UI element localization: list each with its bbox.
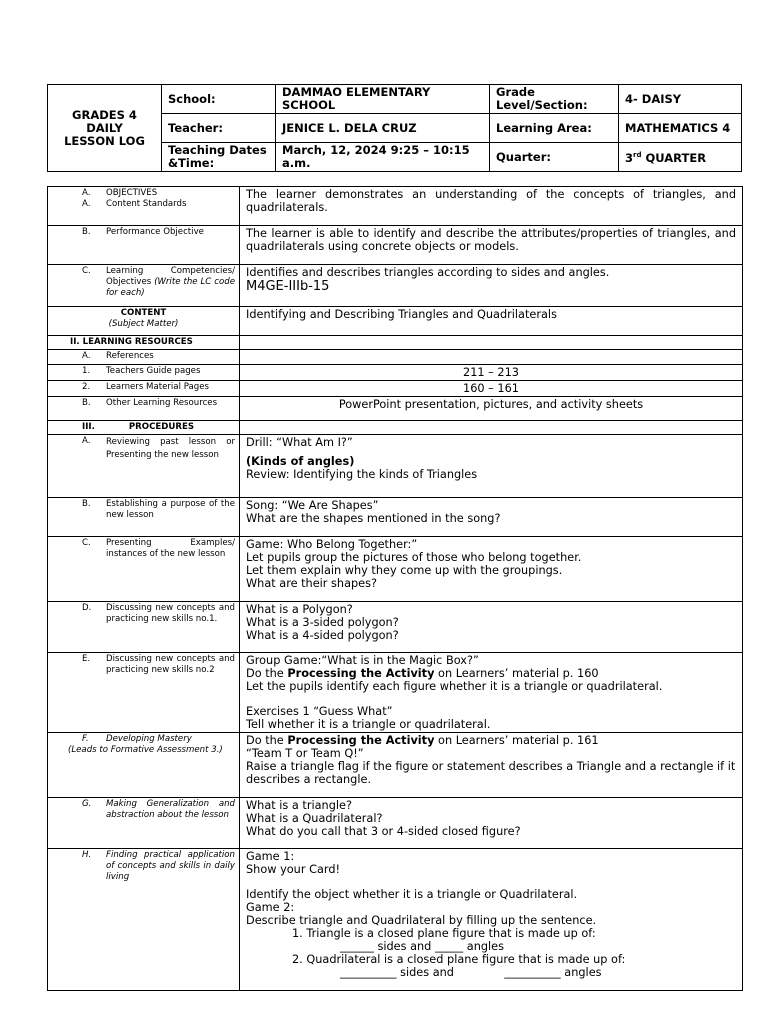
teacher-value: JENICE L. DELA CRUZ [276,114,490,143]
lc-code: M4GE-IIIb-15 [246,279,330,294]
row-objectives: A. OBJECTIVES A. Content Standards The learner demonstrates an understanding of the concepts of triangles, and quadrilaterals. [48,187,743,226]
row-proc-f: F. Developing Mastery (Leads to Formative Assessment 3.) Do the Processing the Activity on Learners’ material p. 161 “Team T or Team Q!” Raise a triangle flag if the figure or statement describes a Triangle and a rectangle if it describes a rectangle. [48,733,743,798]
objectives-text: The learner demonstrates an understanding of the concepts of triangles, and quadrilaterals. [240,187,743,226]
performance-text: The learner is able to identify and describe the attributes/properties of triangles, and quadrilaterals using concrete objects or models. [240,226,743,265]
row-performance: B. Performance Objective The learner is able to identify and describe the attributes/properties of triangles, and quadrilaterals using concrete objects or models. [48,226,743,265]
row-references: A. References [48,350,743,365]
row-content: CONTENT (Subject Matter) Identifying and Describing Triangles and Quadrilaterals [48,307,743,336]
row-proc-c: C. Presenting Examples/ instances of the new lesson Game: Who Belong Together:” Let pupils group the pictures of those who belong together. Let them explain why they come up with the groupings. What are their shapes? [48,537,743,602]
tg-pages: 211 – 213 [240,365,743,381]
row-other: B. Other Learning Resources PowerPoint presentation, pictures, and activity sheets [48,397,743,421]
competency-text: Identifies and describes triangles according to sides and angles. [246,266,610,279]
grade-label: Grade Level/Section: [490,85,619,114]
school-value: DAMMAO ELEMENTARY SCHOOL [276,85,490,114]
row-proc-g: G. Making Generalization and abstraction about the lesson What is a triangle? What is a Quadrilateral? What do you call that 3 or 4-sided closed figure? [48,798,743,849]
content-text: Identifying and Describing Triangles and Quadrilaterals [240,307,743,336]
lm-pages: 160 – 161 [240,381,743,397]
lesson-log-table [47,186,743,991]
row-tg: 1. Teachers Guide pages 211 – 213 [48,365,743,381]
row-proc-d: D. Discussing new concepts and practicing new skills no.1. What is a Polygon? What is a 3-sided polygon? What is a 4-sided polygon? [48,602,743,653]
row-lm: 2. Learners Material Pages 160 – 161 [48,381,743,397]
quarter-label: Quarter: [490,143,619,172]
row-proc-b: B. Establishing a purpose of the new lesson Song: “We Are Shapes” What are the shapes mentioned in the song? [48,498,743,537]
row-resources: II. LEARNING RESOURCES [48,336,743,350]
log-title: GRADES 4 DAILY LESSON LOG [48,85,162,172]
grade-value: 4- DAISY [619,85,742,114]
row-competencies: C. Learning Competencies/ Objectives (Write the LC code for each) Identifies and describes triangles according to sides and angles. M4GE-IIIb-15 [48,265,743,307]
area-label: Learning Area: [490,114,619,143]
school-label: School: [162,85,276,114]
other-resources: PowerPoint presentation, pictures, and activity sheets [240,397,743,421]
teacher-label: Teacher: [162,114,276,143]
header-table [47,84,742,172]
area-value: MATHEMATICS 4 [619,114,742,143]
quarter-value: 3rd QUARTER [619,143,742,172]
row-proc-h: H. Finding practical application of concepts and skills in daily living Game 1: Show your Card! Identify the object whether it is a triangle or Quadrilateral. Game 2: Describe triangle and Quadrilateral by filling up the sentence. 1. Triangle is a closed plane figure that is made up of: ______ sides and _____ angles 2. Quadrilateral is a closed plane figure that is made up of: __________ sides and __________ angles [48,849,743,991]
row-proc-e: E. Discussing new concepts and practicing new skills no.2 Group Game:“What is in the Magic Box?” Do the Processing the Activity on Learners’ material p. 160 Let the pupils identify each figure whether it is a triangle or quadrilateral. Exercises 1 “Guess What” Tell whether it is a triangle or quadrilateral. [48,653,743,733]
dates-label: Teaching Dates &Time: [162,143,276,172]
dates-value: March, 12, 2024 9:25 – 10:15 a.m. [276,143,490,172]
row-proc-a: A. Reviewing past lesson or Presenting the new lesson Drill: “What Am I?” (Kinds of angles) Review: Identifying the kinds of Triangles [48,435,743,498]
row-procedures: III. PROCEDURES [48,421,743,435]
